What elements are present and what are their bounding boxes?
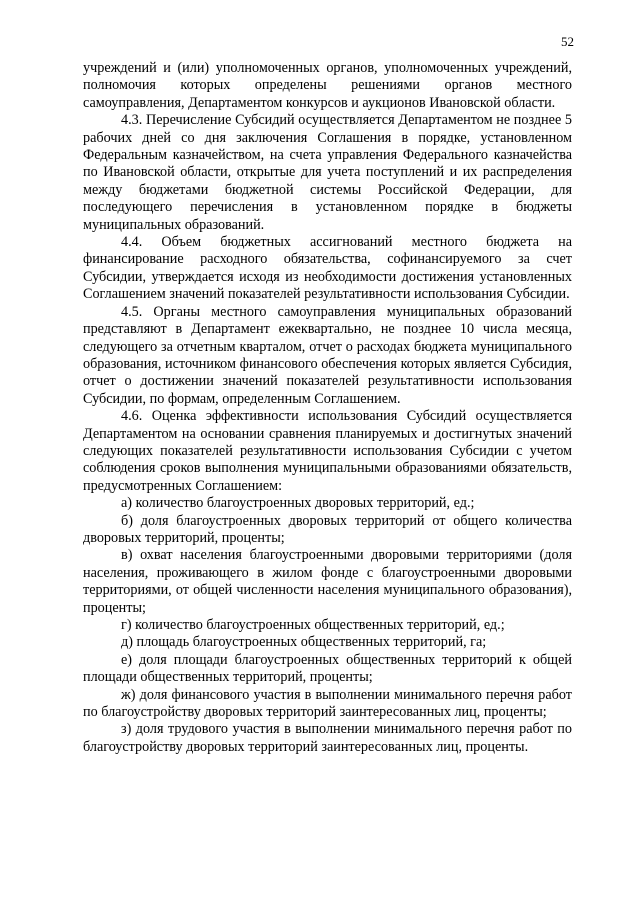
paragraph-4-3: 4.3. Перечисление Субсидий осуществляется Департаментом не позднее 5 рабочих дней со дня заключения Соглашения в порядке, установленном Федеральным казначейством, на счета управления Федерального казначейства по Ивановской области, открытые для учета поступлений и их распределения между бюджетами бюджетной системы Российской Федерации, для последующего перечисления в установленном порядке в бюджеты муниципальных образований. — [83, 112, 572, 233]
paragraph-4-6: 4.6. Оценка эффективности использования Субсидий осуществляется Департаментом на основании сравнения планируемых и достигнутых значений следующих показателей результативности использования Субсидии с учетом соблюдения сроков выполнения муниципальными образованиями обязательств, предусмотренных Соглашением: — [83, 408, 572, 494]
page-number: 52 — [561, 34, 574, 49]
list-item-e: е) доля площади благоустроенных общественных территорий к общей площади общественных территорий, проценты; — [83, 651, 572, 686]
list-item-zh: ж) доля финансового участия в выполнении минимального перечня работ по благоустройству дворовых территорий заинтересованных лиц, проценты; — [83, 686, 572, 721]
list-item-g: г) количество благоустроенных общественных территорий, ед.; — [121, 617, 505, 633]
document-body — [83, 60, 572, 756]
list-item-v: в) охват населения благоустроенными дворовыми территориями (доля населения, проживающего в жилом фонде с благоустроенными дворовыми территориями, от общей численности населения муниципального образования), проценты; — [83, 547, 572, 616]
list-item-a: а) количество благоустроенных дворовых территорий, ед.; — [121, 495, 475, 512]
paragraph-4-5: 4.5. Органы местного самоуправления муниципальных образований представляют в Департамент ежеквартально, не позднее 10 числа месяца, следующего за отчетным кварталом, отчет о расходах бюджета муниципального образования, источником финансового обеспечения которых является Субсидия, отчет о достижении значений показателей результативности использования Субсидии, по формам, определенным Соглашением. — [83, 303, 572, 407]
list-item-b: б) доля благоустроенных дворовых территорий от общего количества дворовых территорий, проценты; — [83, 512, 572, 546]
paragraph-continuation: учреждений и (или) уполномоченных органов, уполномоченных учреждений, полномочия которых определены решениями органов местного самоуправления, Департаментом конкурсов и аукционов Ивановской области. — [83, 60, 572, 111]
list-item-d: д) площадь благоустроенных общественных территорий, га; — [121, 634, 487, 651]
paragraph-4-4: 4.4. Объем бюджетных ассигнований местного бюджета на финансирование расходного обязательства, софинансируемого за счет Субсидии, утверждается исходя из необходимости достижения установленных Соглашением значений показателей результативности использования Субсидии. — [83, 234, 572, 303]
list-item-z: з) доля трудового участия в выполнении минимального перечня работ по благоустройству дворовых территорий заинтересованных лиц, проценты. — [83, 721, 572, 755]
